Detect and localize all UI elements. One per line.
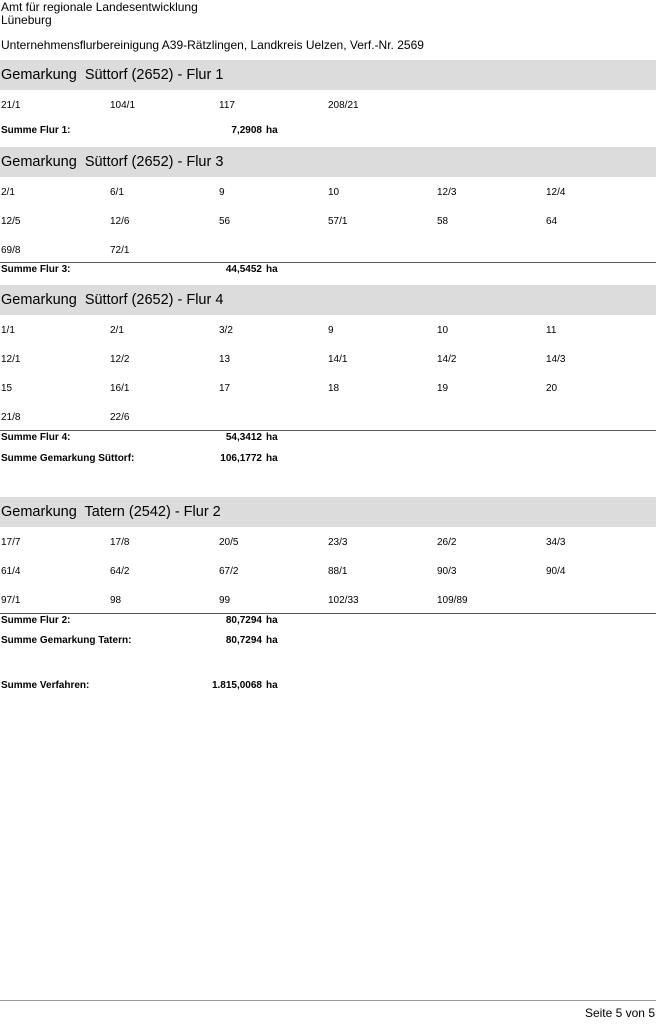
parcel-row (0, 585, 656, 614)
sum-label: Summe Flur 2: (1, 615, 71, 626)
sum-unit: ha (266, 453, 278, 464)
sum-flur-1 (0, 125, 656, 139)
parcel-number: 208/21 (328, 100, 359, 111)
parcel-number: 58 (437, 216, 449, 227)
section-heading: Gemarkung Tatern (2542) - Flur 2 (0, 497, 656, 527)
sum-flur-3 (0, 264, 656, 278)
sum-divider (0, 613, 656, 614)
parcel-row (0, 373, 656, 402)
parcel-number: 10 (437, 325, 449, 336)
section-heading: Gemarkung Süttorf (2652) - Flur 3 (0, 147, 656, 177)
parcel-number: 12/5 (1, 216, 21, 227)
parcel-number: 2/1 (1, 187, 15, 198)
sum-unit: ha (266, 635, 278, 646)
parcel-number: 67/2 (219, 566, 239, 577)
sum-value: 54,3412 (225, 432, 262, 443)
parcel-number: 23/3 (328, 537, 348, 548)
sum-label: Summe Gemarkung Süttorf: (1, 453, 135, 464)
parcel-number: 88/1 (328, 566, 348, 577)
footer-divider (0, 1000, 656, 1001)
parcel-row (0, 235, 656, 264)
parcel-number: 2/1 (110, 325, 124, 336)
parcel-number: 102/33 (328, 595, 359, 606)
parcel-number: 97/1 (1, 595, 21, 606)
parcel-row (0, 315, 656, 344)
procedure-title: Unternehmensflurbereinigung A39-Rätzlingen, Landkreis Uelzen, Verf.-Nr. 2569 (1, 38, 424, 52)
sum-value: 44,5452 (225, 264, 262, 275)
sum-unit: ha (266, 432, 278, 443)
sum-divider (0, 430, 656, 431)
sum-gemarkung-tatern (0, 635, 656, 649)
parcel-number: 12/4 (546, 187, 566, 198)
sum-divider (0, 262, 656, 263)
parcel-number: 12/1 (1, 354, 21, 365)
parcel-number: 3/2 (219, 325, 233, 336)
parcel-number: 72/1 (110, 245, 130, 256)
parcel-number: 21/8 (1, 412, 21, 423)
parcel-number: 90/3 (437, 566, 457, 577)
section-heading: Gemarkung Süttorf (2652) - Flur 1 (0, 60, 656, 90)
total-label: Summe Verfahren: (1, 680, 90, 691)
parcel-number: 104/1 (110, 100, 136, 111)
parcel-number: 9 (328, 325, 334, 336)
parcel-row (0, 90, 656, 119)
parcel-row (0, 402, 656, 431)
parcel-number: 99 (219, 595, 231, 606)
org-name: Amt für regionale Landesentwicklung (1, 0, 198, 14)
parcel-number: 6/1 (110, 187, 124, 198)
sum-value: 80,7294 (225, 635, 262, 646)
sum-verfahren (0, 680, 656, 694)
parcel-number: 57/1 (328, 216, 348, 227)
parcel-number: 34/3 (546, 537, 566, 548)
parcel-number: 12/3 (437, 187, 457, 198)
sum-unit: ha (266, 264, 278, 275)
sum-value: 7,2908 (231, 125, 262, 136)
parcel-number: 16/1 (110, 383, 130, 394)
section-suettorf-flur-4 (0, 285, 656, 431)
parcel-number: 12/6 (110, 216, 130, 227)
sum-gemarkung-suettorf (0, 453, 656, 467)
sum-value: 80,7294 (225, 615, 262, 626)
total-value: 1.815,0068 (211, 680, 262, 691)
parcel-number: 26/2 (437, 537, 457, 548)
parcel-number: 10 (328, 187, 340, 198)
section-suettorf-flur-3 (0, 147, 656, 264)
parcel-number: 13 (219, 354, 231, 365)
parcel-number: 117 (219, 100, 235, 111)
sum-label: Summe Flur 3: (1, 264, 71, 275)
parcel-number: 56 (219, 216, 231, 227)
sum-flur-4 (0, 432, 656, 446)
parcel-row (0, 177, 656, 206)
sum-unit: ha (266, 125, 278, 136)
total-unit: ha (266, 680, 278, 691)
parcel-number: 64 (546, 216, 558, 227)
parcel-number: 109/89 (437, 595, 468, 606)
section-heading: Gemarkung Süttorf (2652) - Flur 4 (0, 285, 656, 315)
parcel-row (0, 556, 656, 585)
parcel-number: 20/5 (219, 537, 239, 548)
parcel-number: 1/1 (1, 325, 15, 336)
parcel-number: 90/4 (546, 566, 566, 577)
section-suettorf-flur-1 (0, 60, 656, 119)
parcel-number: 64/2 (110, 566, 130, 577)
section-tatern-flur-2 (0, 497, 656, 614)
parcel-row (0, 206, 656, 235)
parcel-number: 17/8 (110, 537, 130, 548)
sum-value: 106,1772 (220, 453, 262, 464)
parcel-number: 17 (219, 383, 231, 394)
sum-label: Summe Gemarkung Tatern: (1, 635, 132, 646)
parcel-number: 14/1 (328, 354, 348, 365)
parcel-number: 98 (110, 595, 122, 606)
parcel-number: 17/7 (1, 537, 21, 548)
parcel-number: 61/4 (1, 566, 21, 577)
parcel-number: 14/2 (437, 354, 457, 365)
parcel-number: 11 (546, 325, 557, 336)
sum-unit: ha (266, 615, 278, 626)
sum-label: Summe Flur 1: (1, 125, 71, 136)
org-city: Lüneburg (1, 13, 52, 27)
parcel-number: 22/6 (110, 412, 130, 423)
parcel-number: 12/2 (110, 354, 130, 365)
parcel-number: 15 (1, 383, 13, 394)
parcel-number: 21/1 (1, 100, 21, 111)
sum-label: Summe Flur 4: (1, 432, 71, 443)
parcel-row (0, 344, 656, 373)
parcel-number: 20 (546, 383, 558, 394)
parcel-number: 19 (437, 383, 449, 394)
parcel-row (0, 527, 656, 556)
parcel-number: 9 (219, 187, 225, 198)
page-number: Seite 5 von 5 (584, 1006, 655, 1020)
parcel-number: 69/8 (1, 245, 21, 256)
sum-flur-2 (0, 615, 656, 629)
parcel-number: 18 (328, 383, 340, 394)
parcel-number: 14/3 (546, 354, 566, 365)
